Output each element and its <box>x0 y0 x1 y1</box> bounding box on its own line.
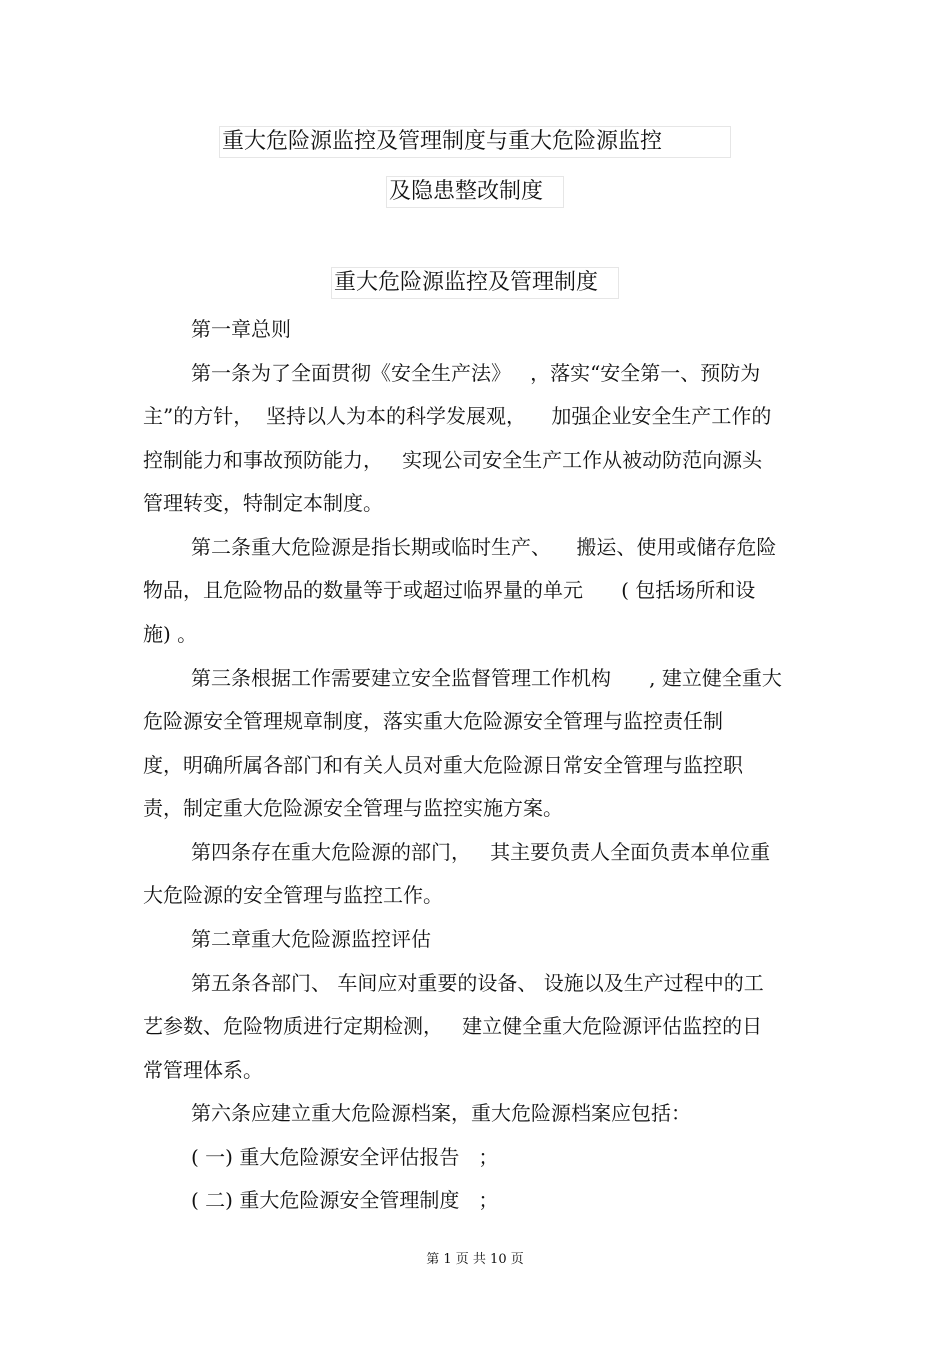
paragraph-line: 大危险源的安全管理与监控工作。 <box>143 883 443 907</box>
paragraph-line: 度，明确所属各部门和有关人员对重大危险源日常安全管理与监控职 <box>143 753 743 777</box>
paragraph-line: 第六条应建立重大危险源档案，重大危险源档案应包括： <box>191 1101 691 1125</box>
page-footer: 第 1 页 共 10 页 <box>426 1252 524 1267</box>
paragraph-line: 物品，且危险物品的数量等于或超过临界量的单元 ( 包括场所和设 <box>143 578 756 602</box>
paragraph-line: 第一条为了全面贯彻《安全生产法》 ，落实“安全第一、预防为 <box>191 361 761 385</box>
paragraph-line: 艺参数、危险物质进行定期检测， 建立健全重大危险源评估监控的日 <box>143 1014 763 1038</box>
paragraph-line: 主”的方针， 坚持以人为本的科学发展观， 加强企业安全生产工作的 <box>143 404 772 428</box>
paragraph-line: 第四条存在重大危险源的部门， 其主要负责人全面负责本单位重 <box>191 840 771 864</box>
paragraph-line: 控制能力和事故预防能力， 实现公司安全生产工作从被动防范向源头 <box>143 448 763 472</box>
paragraph-line: 第五条各部门、 车间应对重要的设备、 设施以及生产过程中的工 <box>191 971 764 995</box>
paragraph-line: 第二条重大危险源是指长期或临时生产、 搬运、使用或储存危险 <box>191 535 777 559</box>
chapter-heading: 第一章总则 <box>191 317 291 341</box>
document-title-line2: 及隐患整改制度 <box>386 176 564 208</box>
chapter-heading: 第二章重大危险源监控评估 <box>191 927 431 951</box>
paragraph-line: 责，制定重大危险源安全管理与监控实施方案。 <box>143 796 563 820</box>
document-title-line1: 重大危险源监控及管理制度与重大危险源监控 <box>219 126 731 158</box>
list-item: ( 二) 重大危险源安全管理制度 ； <box>191 1188 499 1212</box>
paragraph-line: 第三条根据工作需要建立安全监督管理工作机构 , 建立健全重大 <box>191 666 782 690</box>
list-item: ( 一) 重大危险源安全评估报告 ； <box>191 1145 499 1169</box>
paragraph-line: 常管理体系。 <box>143 1058 263 1082</box>
paragraph-line: 管理转变，特制定本制度。 <box>143 491 383 515</box>
paragraph-line: 施) 。 <box>143 622 198 646</box>
section-title: 重大危险源监控及管理制度 <box>331 267 619 299</box>
paragraph-line: 危险源安全管理规章制度，落实重大危险源安全管理与监控责任制 <box>143 709 723 733</box>
